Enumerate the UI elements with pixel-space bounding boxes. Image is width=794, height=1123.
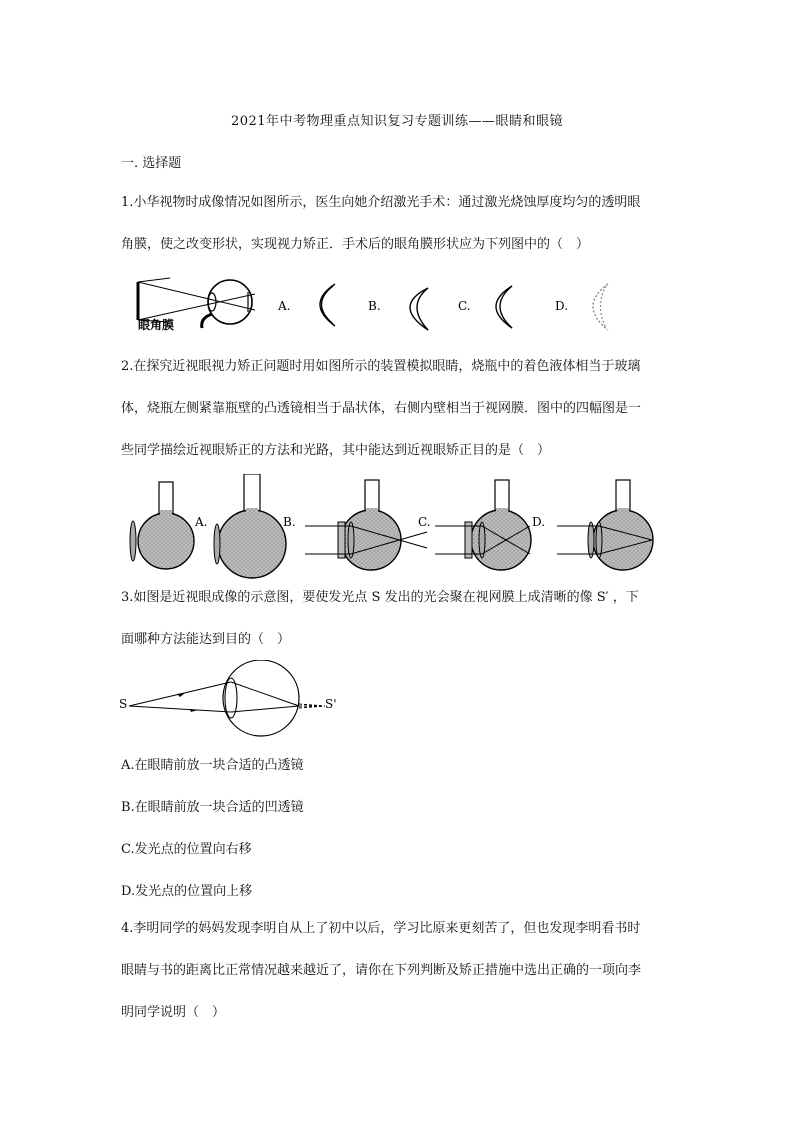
cornea-shape-b [410, 288, 428, 330]
question-2-text [121, 346, 681, 472]
q3-option-d: D.发光点的位置向上移 [121, 884, 253, 899]
q2-option-d-label: D. [532, 515, 546, 529]
q1-option-d-label: D. [555, 299, 569, 313]
point-s-prime-label: S' [325, 697, 337, 711]
flask-diagram-e [557, 480, 653, 570]
flask-diagram-b [214, 474, 296, 578]
section-heading: 一. 选择题 [121, 156, 182, 171]
cornea-shape-c [496, 286, 512, 328]
question-4-line-2: 眼睛与书的距离比正常情况越来越近了，请你在下列判断及矫正措施中选出正确的一项向李 [121, 963, 642, 978]
q2-option-b-label: B. [283, 515, 296, 529]
question-3-text [121, 577, 681, 661]
question-2-line-3: 些同学描绘近视眼矫正的方法和光路，其中能达到近视眼矫正目的是（ ） [121, 443, 551, 458]
question-4-line-3: 明同学说明（ ） [121, 1005, 226, 1020]
question-1-figure [130, 272, 630, 344]
question-3-figure [115, 660, 355, 740]
question-2-line-2: 体，烧瓶左侧紧靠瓶壁的凸透镜相当于晶状体，右侧内壁相当于视网膜．图中的四幅图是一 [121, 401, 642, 416]
q3-option-a: A.在眼睛前放一块合适的凸透镜 [121, 758, 304, 773]
flask-diagram-d [435, 480, 545, 570]
question-1-line-2: 角膜，使之改变形状，实现视力矫正．手术后的眼角膜形状应为下列图中的（ ） [121, 237, 590, 252]
question-4-line-1: 4.李明同学的妈妈发现李明自从上了初中以后，学习比原来更刻苦了，但也发现李明看书时 [121, 921, 641, 936]
document-title: 2021年中考物理重点知识复习专题训练——眼睛和眼镜 [230, 114, 564, 129]
question-3-line-2: 面哪种方法能达到目的（ ） [121, 632, 291, 647]
q3-option-b: B.在眼睛前放一块合适的凹透镜 [121, 800, 304, 815]
q2-option-a-label: A. [195, 515, 208, 529]
q1-option-a-label: A. [278, 299, 291, 313]
q1-option-b-label: B. [368, 299, 381, 313]
question-2-line-1: 2.在探究近视眼视力矫正问题时用如图所示的装置模拟眼睛，烧瓶中的着色液体相当于玻璃 [121, 359, 641, 374]
question-1-text [121, 182, 681, 266]
cornea-label: 眼角膜 [138, 318, 175, 332]
question-3-line-1: 3.如图是近视眼成像的示意图，要使发光点 S 发出的光会聚在视网膜上成清晰的像 S′ ，下 [121, 590, 639, 605]
flask-diagram-c [305, 480, 431, 570]
q3-option-c: C.发光点的位置向右移 [121, 842, 252, 857]
flask-diagram-a [130, 482, 207, 569]
point-s-label: S [119, 697, 128, 711]
question-2-figure [125, 474, 655, 582]
q2-option-c-label: C. [418, 515, 431, 529]
q1-option-c-label: C. [458, 299, 471, 313]
question-4-text [121, 908, 681, 1034]
question-1-line-1: 1.小华视物时成像情况如图所示，医生向她介绍激光手术：通过激光烧蚀厚度均匀的透明眼 [121, 195, 641, 210]
